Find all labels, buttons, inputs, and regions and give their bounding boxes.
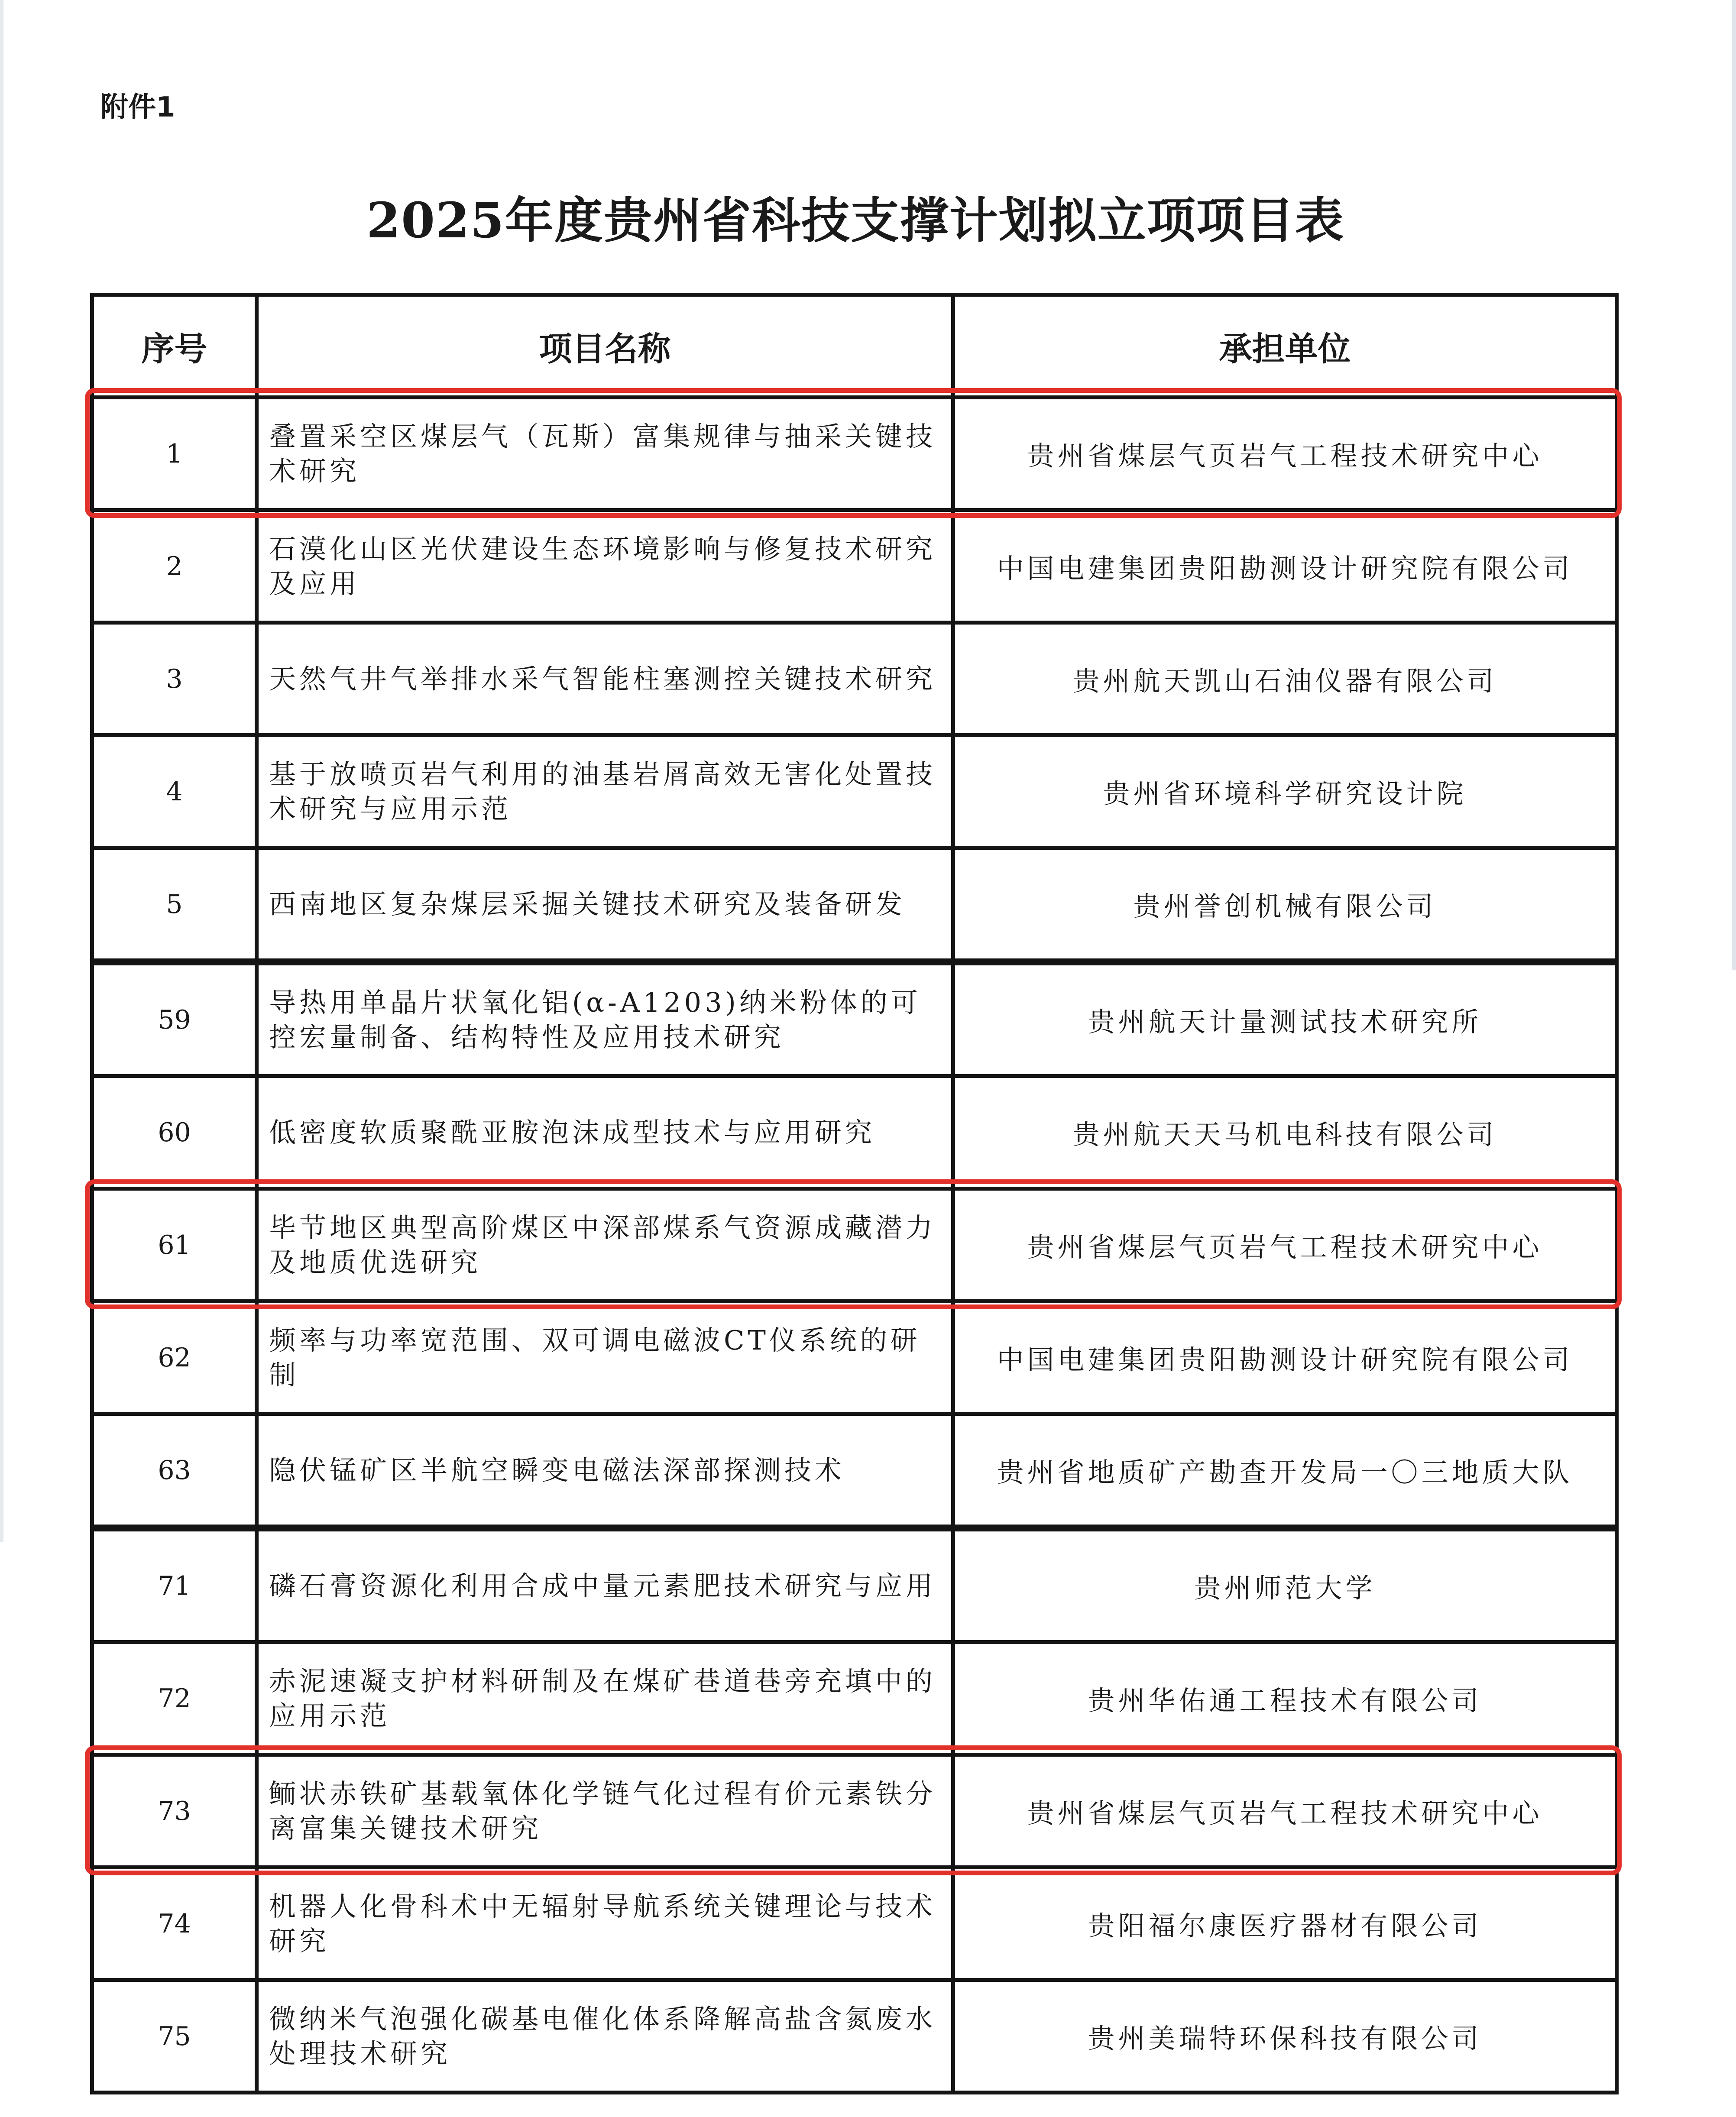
row-unit: 中国电建集团贵阳勘测设计研究院有限公司 — [953, 510, 1617, 623]
row-project-name: 鲕状赤铁矿基载氧体化学链气化过程有价元素铁分离富集关键技术研究 — [257, 1755, 953, 1868]
row-unit: 贵州誉创机械有限公司 — [953, 848, 1617, 962]
table-row — [92, 1642, 1617, 1755]
table-row — [92, 1980, 1617, 2093]
table-row — [92, 1868, 1617, 1980]
row-seq: 1 — [92, 398, 257, 510]
row-unit: 贵州省环境科学研究设计院 — [953, 735, 1617, 848]
row-project-name: 微纳米气泡强化碳基电催化体系降解高盐含氮废水处理技术研究 — [257, 1980, 953, 2093]
row-seq: 63 — [92, 1414, 257, 1528]
row-unit: 中国电建集团贵阳勘测设计研究院有限公司 — [953, 1301, 1617, 1414]
row-unit: 贵阳福尔康医疗器材有限公司 — [953, 1868, 1617, 1980]
row-unit: 贵州航天计量测试技术研究所 — [953, 962, 1617, 1076]
row-project-name: 叠置采空区煤层气（瓦斯）富集规律与抽采关键技术研究 — [257, 398, 953, 510]
attachment-label: 附件1 — [100, 91, 175, 123]
row-unit: 贵州航天天马机电科技有限公司 — [953, 1076, 1617, 1189]
table-row — [92, 623, 1617, 735]
row-project-name: 低密度软质聚酰亚胺泡沫成型技术与应用研究 — [257, 1076, 953, 1189]
row-project-name: 天然气井气举排水采气智能柱塞测控关键技术研究 — [257, 623, 953, 735]
table-row — [92, 848, 1617, 962]
row-project-name: 导热用单晶片状氧化铝(α-A1203)纳米粉体的可控宏量制备、结构特性及应用技术研究 — [257, 962, 953, 1076]
highlight-frame — [85, 1179, 1622, 1309]
row-unit: 贵州华佑通工程技术有限公司 — [953, 1642, 1617, 1755]
row-seq: 4 — [92, 735, 257, 848]
row-seq: 61 — [92, 1189, 257, 1301]
header-seq: 序号 — [92, 295, 257, 398]
row-unit: 贵州省煤层气页岩气工程技术研究中心 — [953, 1755, 1617, 1868]
highlight-frame — [85, 1745, 1622, 1875]
table-row — [92, 962, 1617, 1076]
table-row — [92, 1301, 1617, 1414]
row-seq: 60 — [92, 1076, 257, 1189]
row-seq: 73 — [92, 1755, 257, 1868]
row-project-name: 隐伏锰矿区半航空瞬变电磁法深部探测技术 — [257, 1414, 953, 1528]
row-seq: 74 — [92, 1868, 257, 1980]
row-unit: 贵州省地质矿产勘查开发局一〇三地质大队 — [953, 1414, 1617, 1528]
row-seq: 75 — [92, 1980, 257, 2093]
row-project-name: 赤泥速凝支护材料研制及在煤矿巷道巷旁充填中的应用示范 — [257, 1642, 953, 1755]
row-seq: 72 — [92, 1642, 257, 1755]
row-seq: 3 — [92, 623, 257, 735]
table-row — [92, 1528, 1617, 1642]
row-unit: 贵州省煤层气页岩气工程技术研究中心 — [953, 398, 1617, 510]
row-seq: 71 — [92, 1528, 257, 1642]
highlight-frame — [85, 388, 1622, 518]
row-seq: 62 — [92, 1301, 257, 1414]
header-unit: 承担单位 — [953, 295, 1617, 398]
row-seq: 59 — [92, 962, 257, 1076]
row-project-name: 机器人化骨科术中无辐射导航系统关键理论与技术研究 — [257, 1868, 953, 1980]
table-row — [92, 1414, 1617, 1528]
header-project-name: 项目名称 — [257, 295, 953, 398]
row-unit: 贵州师范大学 — [953, 1528, 1617, 1642]
row-seq: 2 — [92, 510, 257, 623]
table-row — [92, 735, 1617, 848]
row-project-name: 基于放喷页岩气利用的油基岩屑高效无害化处置技术研究与应用示范 — [257, 735, 953, 848]
row-project-name: 毕节地区典型高阶煤区中深部煤系气资源成藏潜力及地质优选研究 — [257, 1189, 953, 1301]
page-edge-right — [1732, 0, 1736, 970]
row-unit: 贵州省煤层气页岩气工程技术研究中心 — [953, 1189, 1617, 1301]
row-seq: 5 — [92, 848, 257, 962]
row-project-name: 磷石膏资源化利用合成中量元素肥技术研究与应用 — [257, 1528, 953, 1642]
row-project-name: 西南地区复杂煤层采掘关键技术研究及装备研发 — [257, 848, 953, 962]
table-row — [92, 510, 1617, 623]
row-project-name: 频率与功率宽范围、双可调电磁波CT仪系统的研制 — [257, 1301, 953, 1414]
document-title: 2025年度贵州省科技支撑计划拟立项项目表 — [366, 192, 1344, 249]
table-header-row — [92, 295, 1617, 398]
row-project-name: 石漠化山区光伏建设生态环境影响与修复技术研究及应用 — [257, 510, 953, 623]
table-row — [92, 1076, 1617, 1189]
row-unit: 贵州美瑞特环保科技有限公司 — [953, 1980, 1617, 2093]
row-unit: 贵州航天凯山石油仪器有限公司 — [953, 623, 1617, 735]
